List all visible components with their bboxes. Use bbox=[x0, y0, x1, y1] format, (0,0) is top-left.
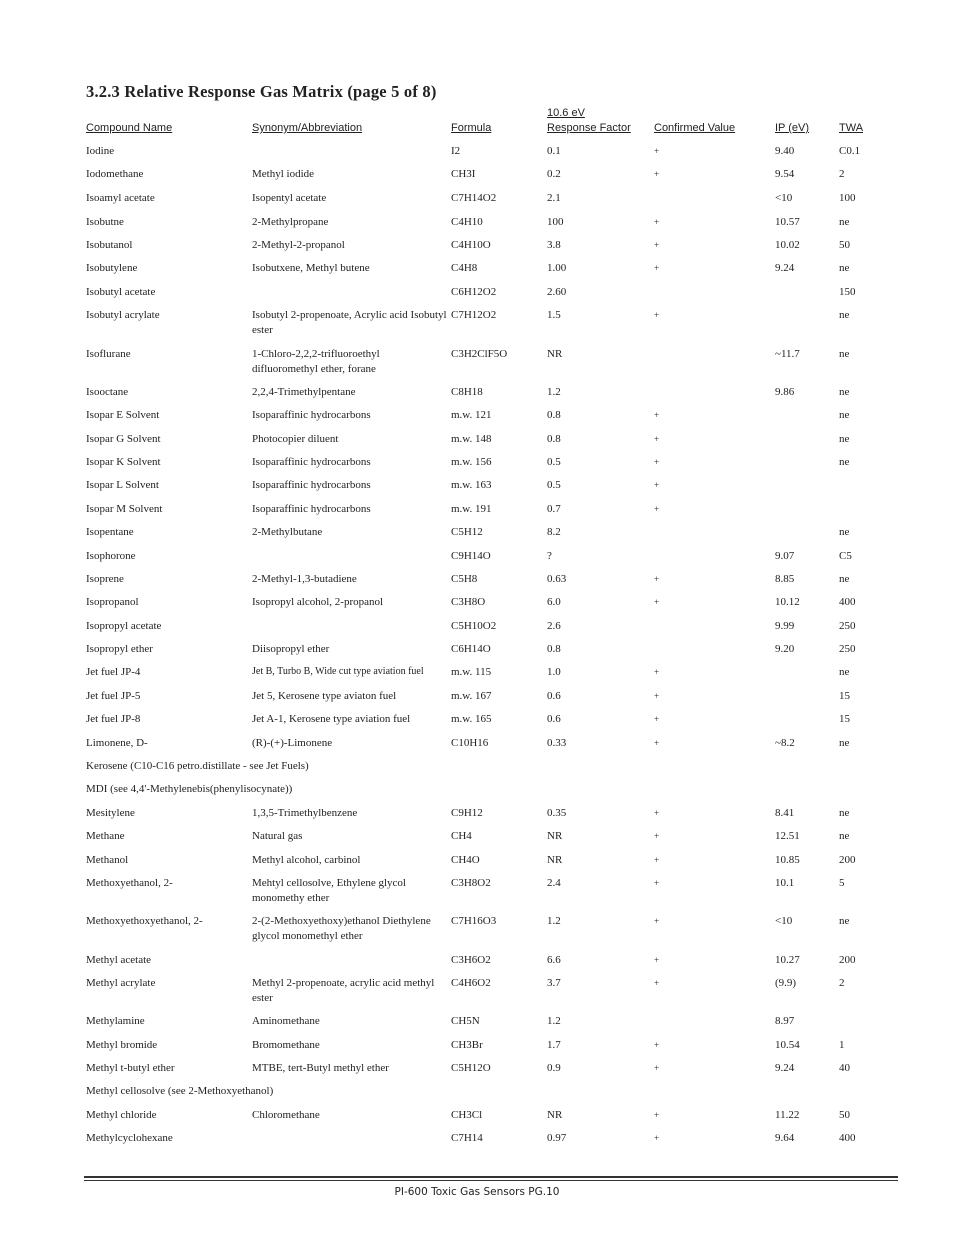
compound-name-cell: Iodomethane bbox=[86, 168, 144, 180]
confirmed-value-cell: + bbox=[654, 916, 660, 926]
confirmed-value-cell: + bbox=[654, 831, 660, 841]
formula-cell: C7H12O2 bbox=[451, 309, 497, 321]
confirmed-value-cell: + bbox=[654, 808, 660, 818]
response-factor-cell: 0.7 bbox=[547, 503, 561, 515]
response-factor-cell: 0.9 bbox=[547, 1062, 561, 1074]
formula-cell: C5H10O2 bbox=[451, 620, 497, 632]
response-factor-cell: 1.2 bbox=[547, 386, 561, 398]
confirmed-value-cell: + bbox=[654, 1040, 660, 1050]
confirmed-value-cell: + bbox=[654, 457, 660, 467]
compound-name-cell: Isoprene bbox=[86, 573, 124, 585]
synonym-cell: 2-Methyl-1,3-butadiene bbox=[252, 573, 357, 585]
confirmed-value-cell: + bbox=[654, 1063, 660, 1073]
ip-ev-cell: 11.22 bbox=[775, 1109, 800, 1121]
confirmed-value-cell: + bbox=[654, 217, 660, 227]
synonym-cell: 2-Methylbutane bbox=[252, 526, 323, 538]
response-factor-cell: 0.5 bbox=[547, 479, 561, 491]
response-factor-cell: 6.6 bbox=[547, 954, 561, 966]
twa-cell: 150 bbox=[839, 286, 856, 298]
footer-rule-thin bbox=[84, 1180, 898, 1181]
compound-name-cell: Isopar L Solvent bbox=[86, 479, 159, 491]
compound-name-cell: Methyl t-butyl ether bbox=[86, 1062, 175, 1074]
confirmed-value-cell: + bbox=[654, 978, 660, 988]
compound-name-cell: Isopar G Solvent bbox=[86, 433, 161, 445]
synonym-cell: 2-Methylpropane bbox=[252, 216, 329, 228]
formula-cell: C7H14O2 bbox=[451, 192, 497, 204]
response-factor-cell: 0.97 bbox=[547, 1132, 567, 1144]
response-factor-cell: 0.1 bbox=[547, 145, 561, 157]
synonym-cell: (R)-(+)-Limonene bbox=[252, 737, 333, 749]
header-synonym: Synonym/Abbreviation bbox=[252, 122, 363, 134]
footer-rule-thick bbox=[84, 1176, 898, 1178]
formula-cell: C6H12O2 bbox=[451, 286, 497, 298]
synonym-cell: Methyl alcohol, carbinol bbox=[252, 854, 361, 866]
synonym-cell: Methyl 2-propenoate, acrylic acid methyl ester bbox=[252, 977, 435, 1004]
synonym-cell: Isoparaffinic hydrocarbons bbox=[252, 479, 371, 491]
confirmed-value-cell: + bbox=[654, 410, 660, 420]
ip-ev-cell: 12.51 bbox=[775, 830, 800, 842]
ip-ev-cell: (9.9) bbox=[775, 977, 797, 989]
response-factor-cell: ? bbox=[547, 550, 552, 562]
response-factor-cell: 1.00 bbox=[547, 262, 567, 274]
ip-ev-cell: ~11.7 bbox=[775, 348, 800, 360]
header-formula: Formula bbox=[451, 122, 492, 134]
confirmed-value-cell: + bbox=[654, 1133, 660, 1143]
formula-cell: C4H10O bbox=[451, 239, 491, 251]
twa-cell: 50 bbox=[839, 239, 850, 251]
twa-cell: ne bbox=[839, 830, 850, 842]
response-factor-cell: 100 bbox=[547, 216, 564, 228]
synonym-cell: MTBE, tert-Butyl methyl ether bbox=[252, 1062, 389, 1074]
response-factor-cell: 6.0 bbox=[547, 596, 561, 608]
response-factor-cell: 2.60 bbox=[547, 286, 567, 298]
confirmed-value-cell: + bbox=[654, 1110, 660, 1120]
formula-cell: m.w. 121 bbox=[451, 409, 492, 421]
ip-ev-cell: ~8.2 bbox=[775, 737, 795, 749]
ip-ev-cell: 10.85 bbox=[775, 854, 800, 866]
response-factor-cell: 3.7 bbox=[547, 977, 561, 989]
twa-cell: ne bbox=[839, 737, 850, 749]
formula-cell: CH3Cl bbox=[451, 1109, 483, 1121]
formula-cell: m.w. 165 bbox=[451, 713, 492, 725]
compound-name-cell: Iodine bbox=[86, 145, 115, 157]
twa-cell: ne bbox=[839, 348, 850, 360]
synonym-cell: Chloromethane bbox=[252, 1109, 320, 1121]
compound-name-cell: Methyl bromide bbox=[86, 1039, 158, 1051]
response-factor-cell: 0.5 bbox=[547, 456, 561, 468]
compound-name-cell: Isopar M Solvent bbox=[86, 503, 163, 515]
formula-cell: m.w. 156 bbox=[451, 456, 492, 468]
compound-name-cell: Isopentane bbox=[86, 526, 134, 538]
response-factor-cell: 0.63 bbox=[547, 573, 567, 585]
compound-name-cell: Isobutyl acetate bbox=[86, 286, 156, 298]
formula-cell: C3H8O bbox=[451, 596, 486, 608]
response-factor-cell: 1.2 bbox=[547, 1015, 561, 1027]
compound-name-cell: Isobutyl acrylate bbox=[86, 309, 160, 321]
synonym-cell: Isopentyl acetate bbox=[252, 192, 327, 204]
ip-ev-cell: 9.99 bbox=[775, 620, 795, 632]
formula-cell: m.w. 148 bbox=[451, 433, 492, 445]
twa-cell: ne bbox=[839, 573, 850, 585]
compound-name-cell: Isobutanol bbox=[86, 239, 133, 251]
ip-ev-cell: 10.57 bbox=[775, 216, 800, 228]
twa-cell: 40 bbox=[839, 1062, 850, 1074]
response-factor-cell: 1.7 bbox=[547, 1039, 561, 1051]
ip-ev-cell: 8.85 bbox=[775, 573, 795, 585]
response-factor-cell: 8.2 bbox=[547, 526, 561, 538]
compound-name-cell: Methyl acrylate bbox=[86, 977, 156, 989]
synonym-cell: Photocopier diluent bbox=[252, 433, 339, 445]
compound-name-cell: Isooctane bbox=[86, 386, 129, 398]
formula-cell: CH3Br bbox=[451, 1039, 483, 1051]
synonym-cell: Isoparaffinic hydrocarbons bbox=[252, 503, 371, 515]
confirmed-value-cell: + bbox=[654, 667, 660, 677]
confirmed-value-cell: + bbox=[654, 169, 660, 179]
compound-name-cell: Methoxyethanol, 2- bbox=[86, 877, 173, 889]
ip-ev-cell: 8.97 bbox=[775, 1015, 795, 1027]
response-factor-cell: NR bbox=[547, 1109, 563, 1121]
header-confirmed: Confirmed Value bbox=[654, 122, 736, 134]
twa-cell: ne bbox=[839, 216, 850, 228]
compound-name-cell: Isopropyl ether bbox=[86, 643, 153, 655]
synonym-cell: Aminomethane bbox=[252, 1015, 320, 1027]
synonym-cell: Isopropyl alcohol, 2-propanol bbox=[252, 596, 384, 608]
compound-name-cell: Jet fuel JP-5 bbox=[86, 690, 141, 702]
formula-cell: C5H12 bbox=[451, 526, 483, 538]
formula-cell: C4H8 bbox=[451, 262, 478, 274]
formula-cell: m.w. 167 bbox=[451, 690, 492, 702]
twa-cell: 400 bbox=[839, 596, 856, 608]
compound-name-cell: Isopropyl acetate bbox=[86, 620, 162, 632]
synonym-cell: Isobutyl 2-propenoate, Acrylic acid Isobutyl ester bbox=[252, 309, 447, 336]
formula-cell: C4H6O2 bbox=[451, 977, 491, 989]
ip-ev-cell: 10.12 bbox=[775, 596, 800, 608]
compound-name-cell: Methyl acetate bbox=[86, 954, 152, 966]
ip-ev-cell: 9.54 bbox=[775, 168, 795, 180]
formula-cell: CH5N bbox=[451, 1015, 480, 1027]
synonym-cell: 1,3,5-Trimethylbenzene bbox=[252, 807, 358, 819]
response-factor-cell: 0.8 bbox=[547, 643, 561, 655]
twa-cell: ne bbox=[839, 433, 850, 445]
twa-cell: 200 bbox=[839, 854, 856, 866]
section-title: 3.2.3 Relative Response Gas Matrix (page 5 of 8) bbox=[86, 82, 437, 101]
compound-name-cell: Isobutne bbox=[86, 216, 124, 228]
confirmed-value-cell: + bbox=[654, 504, 660, 514]
formula-cell: C3H8O2 bbox=[451, 877, 491, 889]
formula-cell: CH4 bbox=[451, 830, 472, 842]
confirmed-value-cell: + bbox=[654, 714, 660, 724]
twa-cell: C5 bbox=[839, 550, 852, 562]
synonym-cell: Isoparaffinic hydrocarbons bbox=[252, 409, 371, 421]
synonym-cell: Bromomethane bbox=[252, 1039, 320, 1051]
confirmed-value-cell: + bbox=[654, 691, 660, 701]
synonym-cell: Jet A-1, Kerosene type aviation fuel bbox=[252, 713, 411, 725]
confirmed-value-cell: + bbox=[654, 738, 660, 748]
compound-name-cell: Mesitylene bbox=[86, 807, 135, 819]
formula-cell: C5H8 bbox=[451, 573, 478, 585]
ip-ev-cell: 9.86 bbox=[775, 386, 795, 398]
response-factor-cell: 0.35 bbox=[547, 807, 567, 819]
twa-cell: 250 bbox=[839, 643, 856, 655]
twa-cell: 250 bbox=[839, 620, 856, 632]
response-factor-cell: 0.6 bbox=[547, 713, 561, 725]
twa-cell: 15 bbox=[839, 690, 850, 702]
twa-cell: ne bbox=[839, 262, 850, 274]
compound-name-cell: Kerosene (C10-C16 petro.distillate - see Jet Fuels) bbox=[86, 760, 309, 772]
compound-name-cell: Methylamine bbox=[86, 1015, 145, 1027]
response-factor-cell: 0.6 bbox=[547, 690, 561, 702]
compound-name-cell: Isobutylene bbox=[86, 262, 138, 274]
twa-cell: ne bbox=[839, 526, 850, 538]
header-twa: TWA bbox=[839, 122, 864, 134]
formula-cell: CH3I bbox=[451, 168, 476, 180]
formula-cell: C10H16 bbox=[451, 737, 489, 749]
formula-cell: C3H6O2 bbox=[451, 954, 491, 966]
twa-cell: ne bbox=[839, 807, 850, 819]
ip-ev-cell: 10.54 bbox=[775, 1039, 800, 1051]
response-factor-cell: 0.2 bbox=[547, 168, 561, 180]
synonym-cell: 2,2,4-Trimethylpentane bbox=[252, 386, 356, 398]
header-response-line2: Response Factor bbox=[547, 122, 631, 134]
twa-cell: C0.1 bbox=[839, 145, 861, 157]
synonym-cell: 2-Methyl-2-propanol bbox=[252, 239, 345, 251]
response-factor-cell: NR bbox=[547, 348, 563, 360]
ip-ev-cell: 10.02 bbox=[775, 239, 800, 251]
formula-cell: m.w. 191 bbox=[451, 503, 492, 515]
formula-cell: C9H14O bbox=[451, 550, 491, 562]
ip-ev-cell: <10 bbox=[775, 915, 793, 927]
response-factor-cell: 1.2 bbox=[547, 915, 561, 927]
twa-cell: ne bbox=[839, 666, 850, 678]
synonym-cell: Isoparaffinic hydrocarbons bbox=[252, 456, 371, 468]
confirmed-value-cell: + bbox=[654, 574, 660, 584]
twa-cell: 100 bbox=[839, 192, 856, 204]
header-compound-name: Compound Name bbox=[86, 122, 173, 134]
ip-ev-cell: 10.1 bbox=[775, 877, 795, 889]
twa-cell: 200 bbox=[839, 954, 856, 966]
compound-name-cell: Jet fuel JP-8 bbox=[86, 713, 141, 725]
confirmed-value-cell: + bbox=[654, 855, 660, 865]
confirmed-value-cell: + bbox=[654, 434, 660, 444]
confirmed-value-cell: + bbox=[654, 310, 660, 320]
synonym-cell: Natural gas bbox=[252, 830, 303, 842]
response-factor-cell: 2.1 bbox=[547, 192, 561, 204]
formula-cell: C4H10 bbox=[451, 216, 483, 228]
confirmed-value-cell: + bbox=[654, 597, 660, 607]
synonym-cell: Jet 5, Kerosene type aviaton fuel bbox=[252, 690, 397, 702]
formula-cell: C9H12 bbox=[451, 807, 483, 819]
twa-cell: ne bbox=[839, 456, 850, 468]
synonym-cell: 2-(2-Methoxyethoxy)ethanol Diethylene glycol monomethyl ether bbox=[252, 915, 431, 942]
formula-cell: C7H14 bbox=[451, 1132, 483, 1144]
ip-ev-cell: 10.27 bbox=[775, 954, 800, 966]
compound-name-cell: Limonene, D- bbox=[86, 737, 148, 749]
confirmed-value-cell: + bbox=[654, 146, 660, 156]
compound-name-cell: Methoxyethoxyethanol, 2- bbox=[86, 915, 203, 927]
compound-name-cell: Jet fuel JP-4 bbox=[86, 666, 141, 678]
confirmed-value-cell: + bbox=[654, 955, 660, 965]
compound-name-cell: Methyl cellosolve (see 2-Methoxyethanol) bbox=[86, 1085, 274, 1097]
compound-name-cell: Methylcyclohexane bbox=[86, 1132, 173, 1144]
synonym-cell: Methyl iodide bbox=[252, 168, 315, 180]
compound-name-cell: Isopar E Solvent bbox=[86, 409, 160, 421]
ip-ev-cell: <10 bbox=[775, 192, 793, 204]
synonym-cell: 1-Chloro-2,2,2-trifluoroethyl difluoromethyl ether, forane bbox=[252, 348, 380, 375]
response-factor-cell: 0.8 bbox=[547, 433, 561, 445]
twa-cell: 2 bbox=[839, 977, 845, 989]
confirmed-value-cell: + bbox=[654, 240, 660, 250]
ip-ev-cell: 9.24 bbox=[775, 262, 795, 274]
twa-cell: 5 bbox=[839, 877, 845, 889]
twa-cell: 15 bbox=[839, 713, 850, 725]
compound-name-cell: Methane bbox=[86, 830, 125, 842]
twa-cell: ne bbox=[839, 915, 850, 927]
compound-name-cell: Isoflurane bbox=[86, 348, 131, 360]
compound-name-cell: MDI (see 4,4'-Methylenebis(phenylisocynate)) bbox=[86, 783, 293, 795]
confirmed-value-cell: + bbox=[654, 878, 660, 888]
response-factor-cell: 0.33 bbox=[547, 737, 567, 749]
response-factor-cell: 1.5 bbox=[547, 309, 561, 321]
formula-cell: C5H12O bbox=[451, 1062, 491, 1074]
response-factor-cell: 2.4 bbox=[547, 877, 561, 889]
response-factor-cell: NR bbox=[547, 854, 563, 866]
response-factor-cell: 0.8 bbox=[547, 409, 561, 421]
confirmed-value-cell: + bbox=[654, 480, 660, 490]
response-factor-cell: 2.6 bbox=[547, 620, 561, 632]
formula-cell: C8H18 bbox=[451, 386, 483, 398]
ip-ev-cell: 9.20 bbox=[775, 643, 795, 655]
header-response-line1: 10.6 eV bbox=[547, 107, 585, 119]
synonym-cell: Mehtyl cellosolve, Ethylene glycol monomethy ether bbox=[252, 877, 406, 904]
formula-cell: C6H14O bbox=[451, 643, 491, 655]
synonym-cell: Diisopropyl ether bbox=[252, 643, 330, 655]
formula-cell: m.w. 163 bbox=[451, 479, 492, 491]
compound-name-cell: Isoamyl acetate bbox=[86, 192, 155, 204]
header-ip: IP (eV) bbox=[775, 122, 810, 134]
compound-name-cell: Methyl chloride bbox=[86, 1109, 157, 1121]
formula-cell: C7H16O3 bbox=[451, 915, 497, 927]
formula-cell: C3H2ClF5O bbox=[451, 348, 508, 360]
compound-name-cell: Methanol bbox=[86, 854, 129, 866]
twa-cell: 50 bbox=[839, 1109, 850, 1121]
twa-cell: ne bbox=[839, 309, 850, 321]
twa-cell: 1 bbox=[839, 1039, 845, 1051]
twa-cell: ne bbox=[839, 386, 850, 398]
compound-name-cell: Isophorone bbox=[86, 550, 136, 562]
twa-cell: ne bbox=[839, 409, 850, 421]
ip-ev-cell: 9.07 bbox=[775, 550, 795, 562]
ip-ev-cell: 9.64 bbox=[775, 1132, 795, 1144]
ip-ev-cell: 8.41 bbox=[775, 807, 795, 819]
formula-cell: I2 bbox=[451, 145, 461, 157]
ip-ev-cell: 9.24 bbox=[775, 1062, 795, 1074]
twa-cell: 2 bbox=[839, 168, 845, 180]
ip-ev-cell: 9.40 bbox=[775, 145, 795, 157]
compound-name-cell: Isopar K Solvent bbox=[86, 456, 161, 468]
formula-cell: m.w. 115 bbox=[451, 666, 492, 678]
synonym-cell: Jet B, Turbo B, Wide cut type aviation fuel bbox=[252, 666, 424, 677]
response-factor-cell: 3.8 bbox=[547, 239, 561, 251]
response-factor-cell: 1.0 bbox=[547, 666, 561, 678]
response-factor-cell: NR bbox=[547, 830, 563, 842]
page-footer: PI-600 Toxic Gas Sensors PG.10 bbox=[394, 1186, 560, 1198]
confirmed-value-cell: + bbox=[654, 263, 660, 273]
synonym-cell: Isobutxene, Methyl butene bbox=[252, 262, 370, 274]
formula-cell: CH4O bbox=[451, 854, 480, 866]
compound-name-cell: Isopropanol bbox=[86, 596, 139, 608]
twa-cell: 400 bbox=[839, 1132, 856, 1144]
